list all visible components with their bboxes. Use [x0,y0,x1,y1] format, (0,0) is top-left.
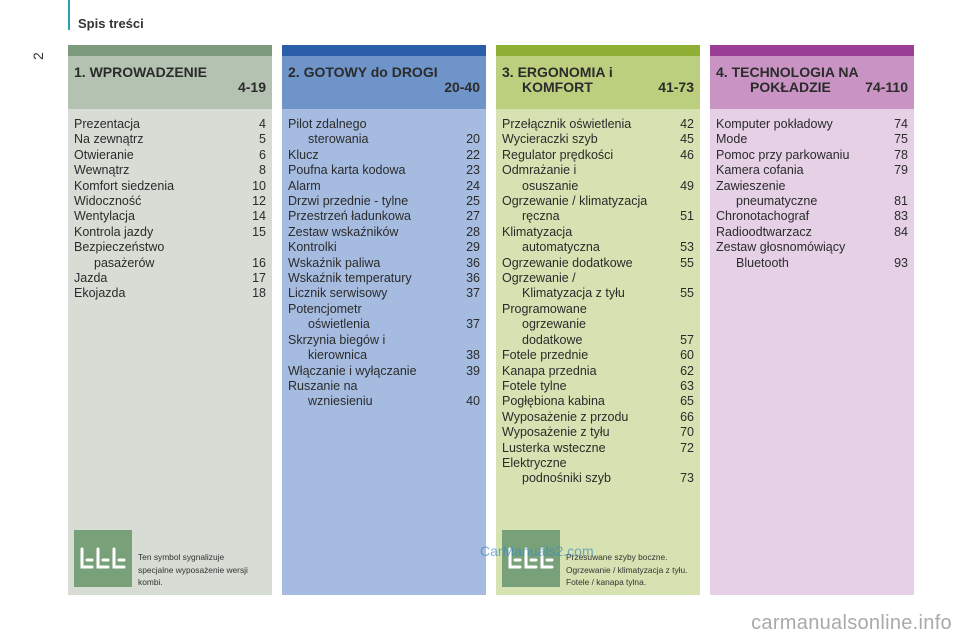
toc-entry-label [74,132,253,147]
toc-entry-label-line: Widoczność [74,194,142,209]
toc-entry[interactable] [502,348,694,363]
toc-entry-page: 5 [259,132,266,147]
toc-entry-label-line: Bezpieczeństwo [74,240,165,255]
toc-entry-page: 83 [894,209,908,224]
toc-entry[interactable] [288,302,480,333]
section-title: 1. WPROWADZENIE [74,64,208,80]
toc-entry-page: 8 [259,163,266,178]
toc-entry-label-line: Klimatyzacja [502,224,573,239]
toc-entry-label-line: Odmrażanie i [502,163,577,178]
toc-entry-label-line: Alarm [288,178,321,193]
toc-entry-page: 60 [680,348,694,363]
toc-entry[interactable] [288,240,480,255]
toc-entry-page: 6 [259,147,266,162]
toc-entry-label-line: dodatkowe [522,332,583,347]
toc-entry-label [716,163,888,178]
toc-entry[interactable] [288,194,480,209]
section-3-note: Przesuwane szyby boczne. Ogrzewanie / klimatyzacja z tyłu. Fotele / kanapa tylna. [566,552,688,587]
toc-entry[interactable] [502,117,694,132]
toc-entry-label-line: Ogrzewanie dodatkowe [502,255,633,270]
toc-entry-label [288,240,460,255]
toc-entry-page: 51 [680,209,694,224]
section-header [710,56,914,109]
section-header [282,56,486,109]
section-title: 3. ERGONOMIA i [502,64,613,80]
toc-entry-label [74,179,246,194]
toc-entry[interactable] [74,117,266,132]
toc-entry[interactable] [288,148,480,163]
section-header [68,56,272,109]
toc-entry-label-line: Na zewnątrz [74,132,144,147]
toc-entry-label [74,117,253,132]
toc-entry-label-line: Programowane [502,301,587,316]
toc-entry-label [502,271,674,302]
section-color-strip [282,45,486,56]
toc-entry-label [502,425,674,440]
section-title-line2: KOMFORT [522,79,593,95]
toc-entry-page: 17 [252,271,266,286]
section-page-range: 4-19 [237,79,266,95]
toc-entry-label [288,286,460,301]
toc-entry-label [288,117,460,148]
toc-entry[interactable] [74,271,266,286]
toc-entry-label-line: Lusterka wsteczne [502,440,606,455]
toc-entry[interactable] [288,379,480,410]
toc-entry-label-line: Wycieraczki szyb [502,132,598,147]
toc-entry[interactable] [74,240,266,271]
toc-entry-label [74,194,246,209]
toc-entry-label-line: Jazda [74,271,108,286]
toc-entry-label [716,148,888,163]
toc-entry-label-line: sterowania [308,132,369,147]
toc-entry[interactable] [288,333,480,364]
toc-entry-label-line: Kontrolki [288,240,337,255]
toc-entry-label [502,148,674,163]
toc-entry-label-line: Przestrzeń ładunkowa [288,209,411,224]
toc-entry-label [74,286,246,301]
toc-entry-label [288,148,460,163]
toc-entry-label [74,271,246,286]
toc-entry-page: 36 [466,271,480,286]
toc-section-3 [496,45,700,595]
toc-entry[interactable] [74,194,266,209]
toc-entry[interactable] [502,148,694,163]
toc-entry-page: 79 [894,163,908,178]
toc-entry-page: 37 [466,286,480,301]
toc-entry-label [288,379,460,410]
toc-section-4 [710,45,914,595]
toc-entry[interactable] [74,286,266,301]
section-page-range: 20-40 [444,79,480,95]
toc-entry-page: 55 [680,286,694,301]
toc-entry-page: 36 [466,255,480,270]
section-entries [710,109,914,271]
toc-entry-page: 22 [466,147,480,162]
toc-entry-page: 66 [680,409,694,424]
toc-entry-label-line: pneumatyczne [736,194,818,209]
toc-entry-label [716,117,888,132]
page-number: 2 [30,52,46,60]
toc-entry-label [502,163,674,194]
section-entries [496,109,700,487]
toc-entry[interactable] [716,163,908,178]
toc-entry-label-line: Włączanie i wyłączanie [288,363,417,378]
toc-entry-label [288,256,460,271]
section-header [496,56,700,109]
toc-entry-page: 73 [680,471,694,486]
page-title: Spis treści [78,16,144,31]
toc-entry[interactable] [502,302,694,348]
toc-entry-label-line: Komfort siedzenia [74,178,175,193]
toc-entry-label-line: Komputer pokładowy [716,117,833,131]
toc-entry-label-line: Pomoc przy parkowaniu [716,147,850,162]
toc-entry-label [502,348,674,363]
toc-entry[interactable] [288,271,480,286]
toc-entry-label-line: Wyposażenie z przodu [502,409,629,424]
toc-entry-label-line: Zestaw wskaźników [288,224,399,239]
toc-entry[interactable] [716,179,908,210]
toc-entry[interactable] [74,179,266,194]
toc-entry-label-line: Zestaw głosnomówiący [716,240,846,255]
toc-entry[interactable] [502,256,694,271]
toc-entry-label-line: Przełącznik oświetlenia [502,117,632,131]
toc-entry-label [74,240,246,271]
toc-entry-label-line: Bluetooth [736,255,789,270]
toc-entry[interactable] [502,379,694,394]
toc-entry[interactable] [502,394,694,409]
toc-entry-page: 42 [680,117,694,131]
toc-entry-page: 46 [680,147,694,162]
toc-section-1 [68,45,272,595]
toc-entry[interactable] [716,148,908,163]
toc-entry[interactable] [502,194,694,225]
toc-entry-page: 37 [466,317,480,332]
toc-entry-label-line: automatyczna [522,240,600,255]
toc-entry[interactable] [502,456,694,487]
section-title: 4. TECHNOLOGIA NA [716,64,859,80]
toc-entry-label-line: podnośniki szyb [522,471,611,486]
toc-entry-page: 28 [466,224,480,239]
toc-entry-label [502,456,674,487]
toc-entry-label [502,394,674,409]
toc-entry[interactable] [502,364,694,379]
toc-entry-label [502,441,674,456]
toc-entry-page: 63 [680,378,694,393]
toc-entry-page: 16 [252,255,266,270]
toc-entry[interactable] [288,225,480,240]
toc-entry-label-line: Chronotachograf [716,209,810,224]
toc-entry[interactable] [288,256,480,271]
toc-entry-page: 29 [466,240,480,255]
toc-entry-label-line: ogrzewanie [522,317,586,332]
toc-entry-page: 45 [680,132,694,147]
section-color-strip [710,45,914,56]
toc-entry-label [502,132,674,147]
toc-entry[interactable] [288,163,480,178]
toc-entry[interactable] [74,225,266,240]
toc-entry[interactable] [74,209,266,224]
toc-entry-label-line: Wskaźnik temperatury [288,271,412,286]
toc-entry[interactable] [288,364,480,379]
toc-entry-label-line: Wewnątrz [74,163,130,178]
toc-entry-label [716,240,888,271]
toc-entry-label-line: Fotele tylne [502,378,567,393]
toc-entry-page: 14 [252,209,266,224]
section-title-line2: POKŁADZIE [750,79,831,95]
section-title-row [716,80,908,95]
toc-entry-label-line: oświetlenia [308,317,370,332]
toc-entry-label-line: Skrzynia biegów i [288,332,386,347]
toc-entry-page: 72 [680,440,694,455]
section-color-strip [68,45,272,56]
toc-entry-page: 18 [252,286,266,301]
toc-entry[interactable] [716,117,908,132]
toc-entry-page: 53 [680,240,694,255]
toc-entry[interactable] [502,225,694,256]
toc-entry-label-line: Kontrola jazdy [74,224,154,239]
toc-entry-label-line: Mode [716,132,748,147]
toc-entry-page: 24 [466,178,480,193]
toc-entry-label [502,117,674,132]
toc-entry-label-line: Ogrzewanie / [502,271,576,286]
toc-entry[interactable] [288,209,480,224]
toc-entry-page: 12 [252,194,266,209]
toc-entry-label [716,132,888,147]
toc-entry[interactable] [502,132,694,147]
toc-entry-label [288,364,460,379]
toc-entry-label-line: Kanapa przednia [502,363,597,378]
toc-entry-label-line: osuszanie [522,178,579,193]
toc-entry-label [74,209,246,224]
toc-entry-page: 65 [680,394,694,409]
toc-entry[interactable] [502,410,694,425]
toc-entry-page: 38 [466,348,480,363]
toc-entry-label-line: Fotele przednie [502,348,589,363]
toc-entry-label-line: Klucz [288,147,319,162]
toc-entry-label [716,209,888,224]
toc-entry-label-line: Otwieranie [74,147,134,162]
section-page-range: 41-73 [658,79,694,95]
toc-entry[interactable] [74,163,266,178]
footer-site-link[interactable]: carmanualsonline.info [751,612,952,634]
toc-entry-label [288,194,460,209]
toc-entry-label-line: Poufna karta kodowa [288,163,406,178]
watermark: CarManuals2.com [480,543,594,559]
toc-entry-label-line: Kamera cofania [716,163,804,178]
toc-entry-label-line: Wentylacja [74,209,135,224]
toc-entry-label-line: pasażerów [94,255,155,270]
toc-entry-label [502,194,674,225]
toc-entry-label-line: Prezentacja [74,117,141,131]
toc-entry-label [502,225,674,256]
toc-entry-label-line: Ekojazda [74,286,126,301]
toc-entry-label [288,271,460,286]
toc-entry-page: 78 [894,147,908,162]
toc-entry-page: 57 [680,332,694,347]
toc-entry-label [288,209,460,224]
toc-entry-page: 70 [680,425,694,440]
toc-entry[interactable] [288,286,480,301]
toc-entry-page: 27 [466,209,480,224]
toc-entry-label [288,225,460,240]
toc-entry-page: 4 [259,117,266,131]
toc-entry-page: 10 [252,178,266,193]
toc-entry-label [74,163,253,178]
toc-entry-label [716,225,888,240]
toc-entry-label [502,379,674,394]
toc-entry-page: 74 [894,117,908,131]
toc-entry-page: 49 [680,178,694,193]
seats-icon [74,530,132,587]
toc-entry[interactable] [74,148,266,163]
section-1-note: Ten symbol sygnalizuje specjalne wyposażenie wersji kombi. [138,552,248,587]
toc-entry-label-line: ręczna [522,209,560,224]
toc-entry[interactable] [716,240,908,271]
toc-section-2 [282,45,486,595]
toc-entry[interactable] [716,209,908,224]
toc-entry[interactable] [502,441,694,456]
section-title-row [502,80,694,95]
toc-entry-label [288,163,460,178]
section-title: 2. GOTOWY do DROGI [288,64,438,80]
toc-entry-label [74,225,246,240]
toc-entry-label-line: Ogrzewanie / klimatyzacja [502,194,648,209]
toc-entry-label-line: wzniesieniu [308,394,373,409]
toc-entry-label-line: Wyposażenie z tyłu [502,425,610,440]
toc-entry-label [74,148,253,163]
toc-entry-page: 84 [894,224,908,239]
toc-entry-page: 23 [466,163,480,178]
toc-entry-label [502,302,674,348]
toc-entry[interactable] [502,271,694,302]
toc-entry-page: 25 [466,194,480,209]
toc-entry-page: 40 [466,394,480,409]
toc-entry-label [502,410,674,425]
toc-entry-page: 81 [894,194,908,209]
toc-entry-label [288,333,460,364]
toc-entry-label-line: Pilot zdalnego [288,117,367,131]
toc-entry-label-line: Zawieszenie [716,178,786,193]
toc-entry[interactable] [74,132,266,147]
toc-entry-label-line: Wskaźnik paliwa [288,255,381,270]
toc-entry-label [288,179,460,194]
toc-entry[interactable] [716,225,908,240]
toc-entry-label-line: Klimatyzacja z tyłu [522,286,625,301]
toc-entry-label [502,256,674,271]
toc-entry-label-line: Elektryczne [502,455,567,470]
toc-entry-label-line: Potencjometr [288,301,362,316]
toc-entry-page: 55 [680,255,694,270]
section-entries [282,109,486,410]
toc-entry-page: 93 [894,255,908,270]
toc-entry[interactable] [716,132,908,147]
toc-entry-page: 75 [894,132,908,147]
toc-entry-label-line: Radioodtwarzacz [716,224,812,239]
toc-entry-label [716,179,888,210]
toc-entry-label-line: Pogłębiona kabina [502,394,605,409]
toc-entry-page: 15 [252,224,266,239]
toc-entry-label [502,364,674,379]
header-accent-line [68,0,70,30]
toc-entry-page: 62 [680,363,694,378]
section-entries [68,109,272,302]
toc-entry-label [288,302,460,333]
toc-entry-page: 20 [466,132,480,147]
toc-entry[interactable] [502,425,694,440]
toc-entry-label-line: Regulator prędkości [502,147,614,162]
toc-entry[interactable] [288,117,480,148]
toc-entry-label-line: Licznik serwisowy [288,286,388,301]
toc-entry-page: 39 [466,363,480,378]
section-color-strip [496,45,700,56]
toc-entry-label-line: Drzwi przednie - tylne [288,194,409,209]
toc-entry-label-line: kierownica [308,348,368,363]
toc-entry-label-line: Ruszanie na [288,378,358,393]
toc-entry[interactable] [288,179,480,194]
toc-entry[interactable] [502,163,694,194]
section-page-range: 74-110 [865,79,908,95]
